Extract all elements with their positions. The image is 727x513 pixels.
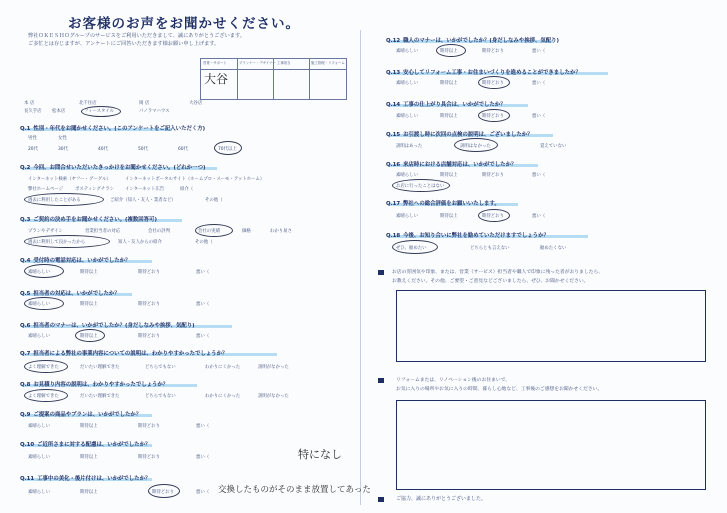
q8-circle: [24, 389, 68, 402]
stamp-col-construction: 工事担当: [277, 61, 291, 65]
q4-opt-1[interactable]: 素晴らしい: [28, 270, 50, 275]
q2-question: Q.2 今回、お問合せいただいたきっかけをお聞かせください。(どれか一つ): [20, 165, 206, 171]
q13-opt-2[interactable]: 期待以上: [440, 81, 458, 86]
q10-handwritten: 特になし: [298, 448, 342, 461]
q17-opt-2[interactable]: 期待以上: [440, 214, 458, 219]
box1-prompt-1: お店の雰囲気や印象、または、営業（サービス）担当者や職人で印象に残った者がおりましたら、: [392, 270, 604, 275]
q13-question: Q.13 安心してリフォーム工事・お住まいづくりを進めることができましたか？: [386, 70, 581, 76]
q8-opt-4[interactable]: わかりにくかった: [205, 394, 241, 399]
q8-question: Q.8 お見積り内容の説明は、わかりやすかったでしょうか？: [20, 382, 169, 388]
q3-past-good[interactable]: 過去に利用して良かったから: [28, 240, 86, 245]
q2-referral[interactable]: 紹介（: [180, 187, 194, 192]
intro-line-2: ご多忙とは存じますが、アンケートにご回答いただきます様お願い申し上げます。: [28, 41, 220, 47]
q13-opt-1[interactable]: 素晴らしい: [396, 81, 418, 86]
q3-track-record[interactable]: 会社の実績: [198, 229, 220, 234]
q7-question: Q.7 担当者による弊社の事業内容についての説明は、わかりやすかったでしょうか？: [20, 351, 228, 357]
q3-price[interactable]: 価格: [242, 229, 251, 234]
box1-prompt-2: お教えください。その他、ご要望・ご意見などございましたら、ぜひ、お聞かせください。: [392, 279, 589, 284]
q7-opt-2[interactable]: だいたい理解できた: [80, 365, 120, 370]
q15-opt-1[interactable]: 説明はあった: [396, 144, 423, 149]
q2-flyer[interactable]: ポスティングチラシ: [75, 187, 114, 192]
q3-reputation[interactable]: 会社の評判: [148, 229, 170, 234]
q2-homepage[interactable]: 弊社ホームページ: [28, 187, 64, 192]
q13-circle: [478, 76, 510, 89]
column-divider: [360, 30, 361, 505]
q6-circle: [75, 329, 105, 342]
stamp-col-planner: プランナー・デザイナー: [239, 61, 277, 65]
q1-age-30[interactable]: 30代: [58, 147, 68, 152]
q3-plan[interactable]: プランやデザイン: [28, 229, 63, 234]
box2-prompt-1: リフォームまたは、リノベーション後のお住まいで、: [396, 378, 511, 383]
q12-opt-2[interactable]: 期待以上: [440, 49, 458, 54]
q17-opt-1[interactable]: 素晴らしい: [396, 214, 418, 219]
handwritten-name: 大谷: [204, 72, 229, 86]
q17-circle: [478, 209, 510, 222]
q1-circle: [214, 141, 242, 155]
page-title: お客様のお声をお聞かせください。: [68, 16, 300, 32]
q5-opt-3[interactable]: 期待どおり: [138, 302, 160, 307]
q15-opt-3[interactable]: 覚えていない: [540, 144, 567, 149]
q16-opt-4[interactable]: 悪い（: [532, 173, 546, 178]
q5-opt-2[interactable]: 期待以上: [80, 302, 98, 307]
q1-age-20[interactable]: 20代: [28, 147, 38, 152]
q7-opt-3[interactable]: どちらでもない: [145, 365, 176, 370]
q10-question: Q.10 ご近所さまに対する配慮は、いかがでしたか？: [20, 442, 151, 448]
q6-opt-1[interactable]: 素晴らしい: [28, 334, 50, 339]
store-otani[interactable]: 大谷店: [189, 101, 203, 106]
q9-opt-1[interactable]: 素晴らしい: [28, 424, 50, 429]
q16-opt-2[interactable]: 期待以上: [440, 173, 458, 178]
q3-friend[interactable]: 知人・友人からの紹介: [118, 240, 162, 245]
q2-web-ad[interactable]: インターネット広告: [125, 187, 165, 192]
q5-opt-4[interactable]: 悪い（: [196, 302, 210, 307]
q10-opt-2[interactable]: 期待以上: [80, 455, 98, 460]
q3-circle-1: [195, 224, 233, 237]
q15-question: Q.15 お引渡し時に次回の点検の説明は、ございましたか？: [386, 132, 533, 138]
q4-circle: [24, 264, 64, 278]
q3-circle-2: [24, 235, 110, 248]
q5-question: Q.5 担当者の対応は、いかがでしたか？: [20, 291, 120, 297]
q6-question: Q.6 担当者のマナーは、いかがでしたか？(身だしなみや挨拶、気配り): [20, 323, 195, 329]
q2-friend-referral[interactable]: ご紹介（知人・友人・業者など）: [110, 198, 176, 203]
q11-circle: [148, 484, 180, 498]
q9-opt-3[interactable]: 期待どおり: [138, 424, 160, 429]
q14-question: Q.14 工事の仕上がり具合は、いかがでしたか？: [386, 102, 506, 108]
box1-bullet: [378, 270, 384, 275]
box2-comment-area[interactable]: [396, 400, 706, 490]
q8-opt-1[interactable]: よく理解できた: [28, 394, 59, 399]
q3-staff[interactable]: 営業担当者の対応: [85, 229, 121, 234]
q4-opt-4[interactable]: 悪い（: [196, 270, 210, 275]
q2-portal[interactable]: インターネットポータルサイト（ホームプロ・スーモ・アットホーム）: [125, 177, 265, 182]
q12-question: Q.12 職人のマナーは、いかがでしたか？(身だしなみや挨拶、気配り): [386, 38, 560, 44]
q12-opt-4[interactable]: 悪い（: [532, 49, 546, 54]
q15-circle: [454, 138, 498, 152]
q7-opt-5[interactable]: 説明がなかった: [258, 365, 289, 370]
q14-opt-2[interactable]: 期待以上: [440, 114, 458, 119]
store-honten[interactable]: 本 店: [24, 101, 35, 106]
store-fiestyle[interactable]: フィースタイル: [84, 109, 115, 114]
q14-opt-1[interactable]: 素晴らしい: [396, 114, 418, 119]
q2-circle: [24, 193, 104, 206]
q16-never-visited[interactable]: お店に行ったことはない: [396, 184, 445, 189]
q1-female[interactable]: 女性: [58, 136, 67, 141]
q1-age-70[interactable]: 70代以上: [218, 147, 237, 152]
q18-question: Q.18 今後、お知り合いに弊社を勧めていただけますでしょうか？: [386, 233, 549, 239]
store-circle: [81, 106, 121, 117]
intro-line-1: 弊社ＯＫＥＳＨＯグループのサービスをご利用いただきまして、誠にありがとうございます。: [28, 33, 245, 39]
q13-opt-3[interactable]: 期待どおり: [482, 81, 504, 86]
box1-comment-area[interactable]: [396, 290, 706, 362]
q17-opt-4[interactable]: 悪い（: [532, 214, 546, 219]
q8-opt-2[interactable]: だいたい理解できた: [80, 394, 120, 399]
q12-circle: [436, 44, 466, 57]
q9-question: Q.9 ご提案の商品やプランは、いかがでしたか？: [20, 412, 142, 418]
q2-other[interactable]: その他（: [205, 198, 223, 203]
stamp-col-sales: 営業・サポート: [203, 61, 227, 65]
q15-opt-2[interactable]: 説明はなかった: [460, 144, 491, 149]
q18-opt-2[interactable]: どちらとも言えない: [470, 246, 510, 251]
q16-question: Q.16 来店時における店舗対応は、いかがでしたか？: [386, 162, 517, 168]
q16-opt-3[interactable]: 期待どおり: [482, 173, 504, 178]
q8-opt-5[interactable]: 説明がなかった: [258, 394, 289, 399]
q11-opt-2[interactable]: 期待以上: [80, 490, 98, 495]
q3-other[interactable]: その他（: [195, 240, 213, 245]
store-kitasenju[interactable]: 北千住店: [79, 101, 97, 106]
q5-circle: [24, 297, 64, 310]
store-nagakute[interactable]: 長久手店: [24, 109, 42, 114]
q10-opt-3[interactable]: 期待どおり: [138, 455, 160, 460]
q17-question: Q.17 弊社への総合評価をお願いいたします。: [386, 201, 500, 207]
q7-circle: [24, 360, 68, 373]
q4-opt-2[interactable]: 期待以上: [80, 270, 98, 275]
q14-opt-3[interactable]: 期待どおり: [482, 114, 504, 119]
q1-age-50[interactable]: 50代: [138, 147, 148, 152]
q12-opt-3[interactable]: 期待どおり: [482, 49, 504, 54]
store-matsumoto[interactable]: 松本店: [52, 109, 66, 114]
q3-clarity[interactable]: わかり易さ: [270, 229, 292, 234]
q14-circle: [478, 109, 510, 122]
q11-opt-1[interactable]: 素晴らしい: [28, 490, 50, 495]
q6-opt-2[interactable]: 期待以上: [80, 334, 98, 339]
q12-opt-1[interactable]: 素晴らしい: [396, 49, 418, 54]
q18-circle: [392, 240, 438, 254]
q1-male[interactable]: 男性: [28, 136, 37, 141]
store-panorama[interactable]: パノラマハウス: [139, 109, 170, 114]
q9-opt-4[interactable]: 悪い（: [196, 424, 210, 429]
q9-opt-2[interactable]: 期待以上: [80, 424, 98, 429]
stamp-col-manager: 施工管理・リフォーム: [311, 61, 345, 65]
q17-opt-3[interactable]: 期待どおり: [482, 214, 504, 219]
q13-opt-4[interactable]: 悪い（: [532, 81, 546, 86]
q8-opt-3[interactable]: どちらでもない: [145, 394, 176, 399]
q18-opt-1[interactable]: ぜひ、勧めたい: [396, 246, 427, 251]
q11-handwritten: 交換したものがそのまま放置してあった: [218, 485, 371, 495]
box2-bullet: [378, 378, 384, 383]
q10-opt-4[interactable]: 悪い（: [196, 455, 210, 460]
q6-opt-4[interactable]: 悪い（: [196, 334, 210, 339]
q11-opt-4[interactable]: 悪い（: [196, 490, 210, 495]
q2-web-search[interactable]: インターネット検索（ヤフー・グーグル）: [28, 177, 111, 182]
q16-opt-1[interactable]: 素晴らしい: [396, 173, 418, 178]
q11-question: Q.11 工事中の美化・後片付けは、いかがでしたか？: [20, 476, 151, 482]
q7-opt-4[interactable]: わかりにくかった: [205, 365, 241, 370]
q7-opt-1[interactable]: よく理解できた: [28, 365, 59, 370]
q1-question: Q.1 性別・年代をお聞かせください。(このアンケートをご記入いただく方): [20, 126, 206, 132]
q4-question: Q.4 受付時の電話対応は、いかがでしたか？: [20, 258, 131, 264]
q1-age-40[interactable]: 40代: [98, 147, 108, 152]
box2-prompt-2: お気に入りの場所やお気に入りの時間、暮らし心地など、工事後のご感想をお聞かせください。: [396, 387, 603, 392]
q5-opt-1[interactable]: 素晴らしい: [28, 302, 50, 307]
q2-past-use[interactable]: 過去に利用したことがある: [28, 198, 81, 203]
q1-age-60[interactable]: 60代: [178, 147, 188, 152]
store-list: [24, 100, 264, 116]
store-oka[interactable]: 岡 店: [139, 101, 150, 106]
q11-opt-3[interactable]: 期待どおり: [152, 490, 174, 495]
q3-question: Q.3 ご契約の決め手をお聞かせください。(複数回答可): [20, 217, 157, 223]
q14-opt-4[interactable]: 悪い（: [532, 114, 546, 119]
q16-circle: [392, 179, 450, 192]
q4-opt-3[interactable]: 期待どおり: [138, 270, 160, 275]
q18-opt-3[interactable]: 勧めたくない: [540, 246, 567, 251]
footer-bullet: [378, 497, 384, 502]
footer-thanks: ご協力、誠にありがとうございました。: [396, 496, 487, 502]
q10-opt-1[interactable]: 素晴らしい: [28, 455, 50, 460]
q6-opt-3[interactable]: 期待どおり: [138, 334, 160, 339]
